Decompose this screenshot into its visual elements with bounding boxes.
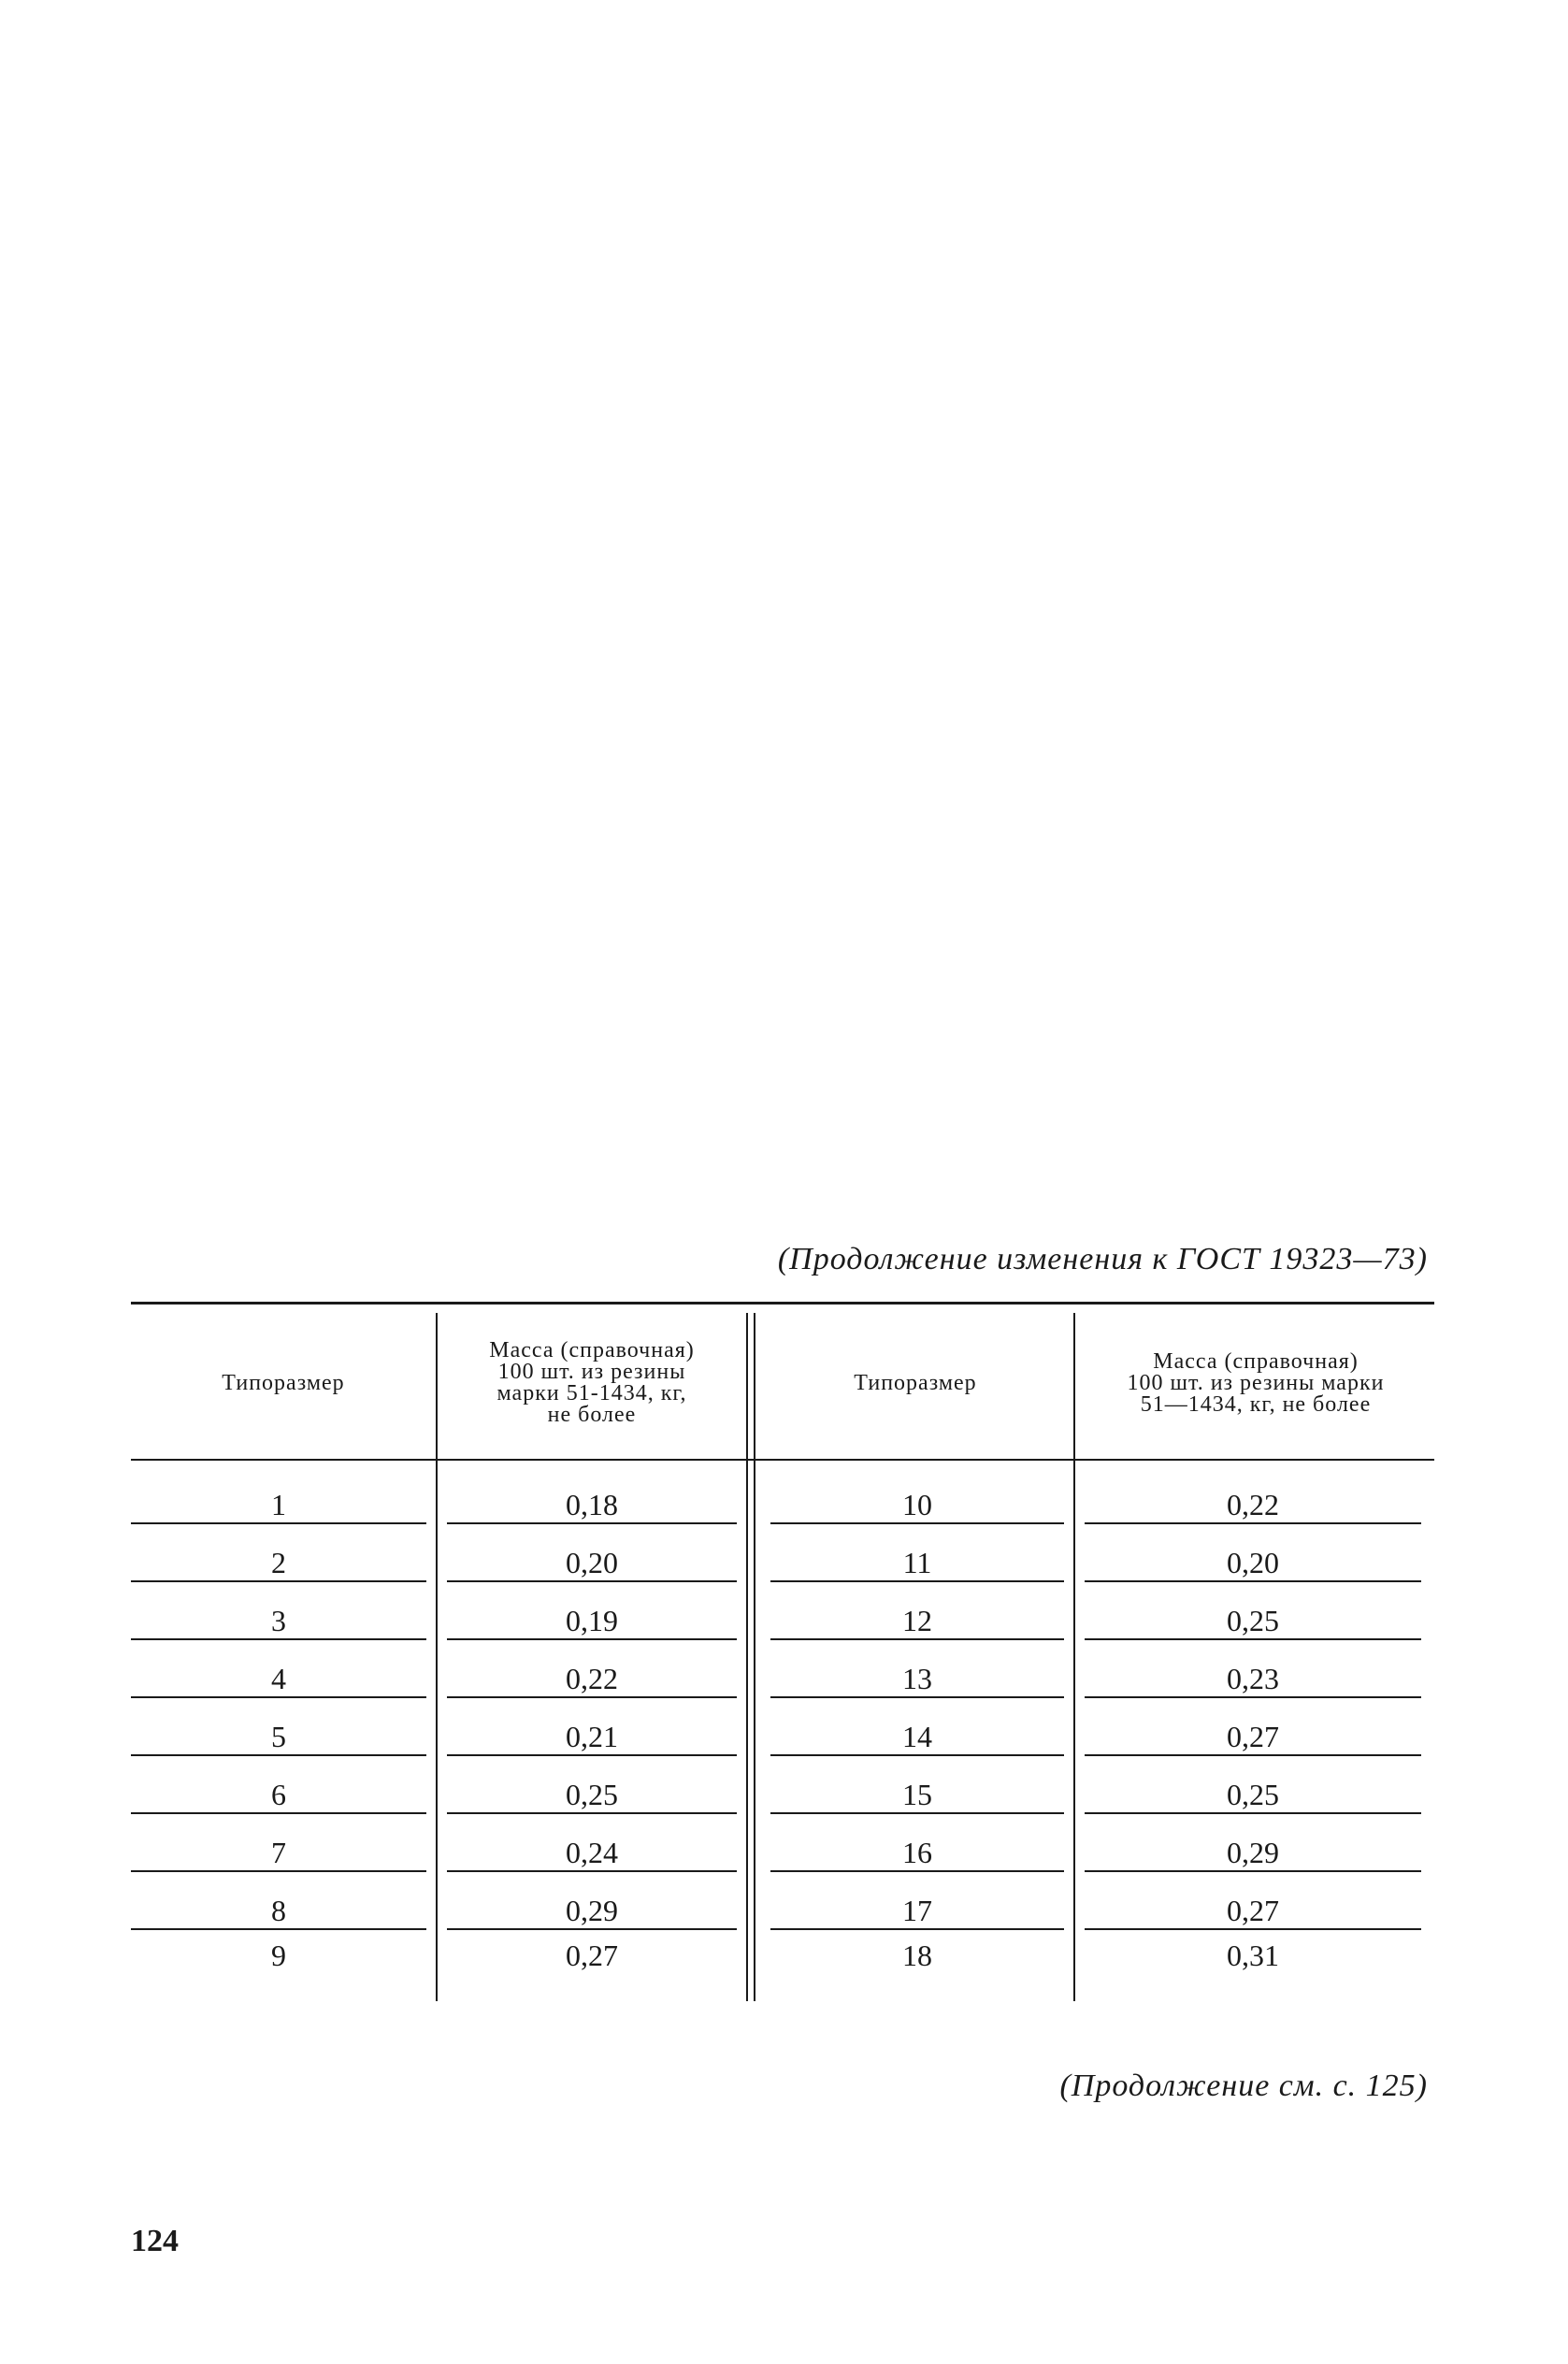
mass-cell: 0,18	[447, 1479, 737, 1524]
column-header-mass: Масса (справочная) 100 шт. из резины марки 51-1434, кг, не более	[489, 1338, 695, 1427]
size-cell: 6	[131, 1769, 426, 1814]
mass-cell: 0,25	[1085, 1769, 1421, 1814]
mass-cell: 0,27	[1085, 1885, 1421, 1930]
continuation-header: (Продолжение изменения к ГОСТ 19323—73)	[777, 1242, 1428, 1276]
mass-cell: 0,31	[1227, 1939, 1279, 1972]
column-header-size: Типоразмер	[854, 1370, 977, 1395]
table-row	[131, 1827, 1434, 1885]
continuation-footer: (Продолжение см. с. 125)	[1059, 2068, 1428, 2103]
mass-cell: 0,29	[447, 1885, 737, 1930]
size-cell: 10	[770, 1479, 1064, 1524]
table-row	[131, 1595, 1434, 1653]
size-cell: 17	[770, 1885, 1064, 1930]
table-row	[131, 1711, 1434, 1769]
table-row	[131, 1479, 1434, 1537]
size-cell: 2	[131, 1537, 426, 1582]
size-cell: 13	[770, 1653, 1064, 1698]
size-cell: 3	[131, 1595, 426, 1640]
size-cell: 15	[770, 1769, 1064, 1814]
table-row	[131, 1653, 1434, 1711]
mass-cell: 0,20	[447, 1537, 737, 1582]
size-cell: 18	[902, 1939, 932, 1972]
mass-cell: 0,21	[447, 1711, 737, 1756]
size-cell: 4	[131, 1653, 426, 1698]
mass-table	[131, 1302, 1434, 2022]
size-cell: 9	[271, 1939, 286, 1972]
mass-cell: 0,22	[447, 1653, 737, 1698]
page-number: 124	[131, 2224, 179, 2258]
mass-cell: 0,27	[1085, 1711, 1421, 1756]
size-cell: 12	[770, 1595, 1064, 1640]
table-top-rule	[131, 1302, 1434, 1305]
mass-cell: 0,24	[447, 1827, 737, 1872]
mass-cell: 0,23	[1085, 1653, 1421, 1698]
mass-cell: 0,25	[447, 1769, 737, 1814]
size-cell: 7	[131, 1827, 426, 1872]
column-header-mass: Масса (справочная) 100 шт. из резины марки 51—1434, кг, не более	[1127, 1348, 1385, 1417]
size-cell: 5	[131, 1711, 426, 1756]
size-cell: 8	[131, 1885, 426, 1930]
size-cell: 1	[131, 1479, 426, 1524]
size-cell: 16	[770, 1827, 1064, 1872]
table-row	[131, 1537, 1434, 1595]
header-rule	[131, 1459, 1434, 1461]
table-row	[131, 1930, 1434, 1988]
mass-cell: 0,27	[566, 1939, 618, 1972]
mass-cell: 0,19	[447, 1595, 737, 1640]
size-cell: 14	[770, 1711, 1064, 1756]
mass-cell: 0,29	[1085, 1827, 1421, 1872]
mass-cell: 0,20	[1085, 1537, 1421, 1582]
table-row	[131, 1769, 1434, 1827]
column-header-size: Типоразмер	[222, 1370, 345, 1395]
mass-cell: 0,22	[1085, 1479, 1421, 1524]
mass-cell: 0,25	[1085, 1595, 1421, 1640]
size-cell: 11	[770, 1537, 1064, 1582]
